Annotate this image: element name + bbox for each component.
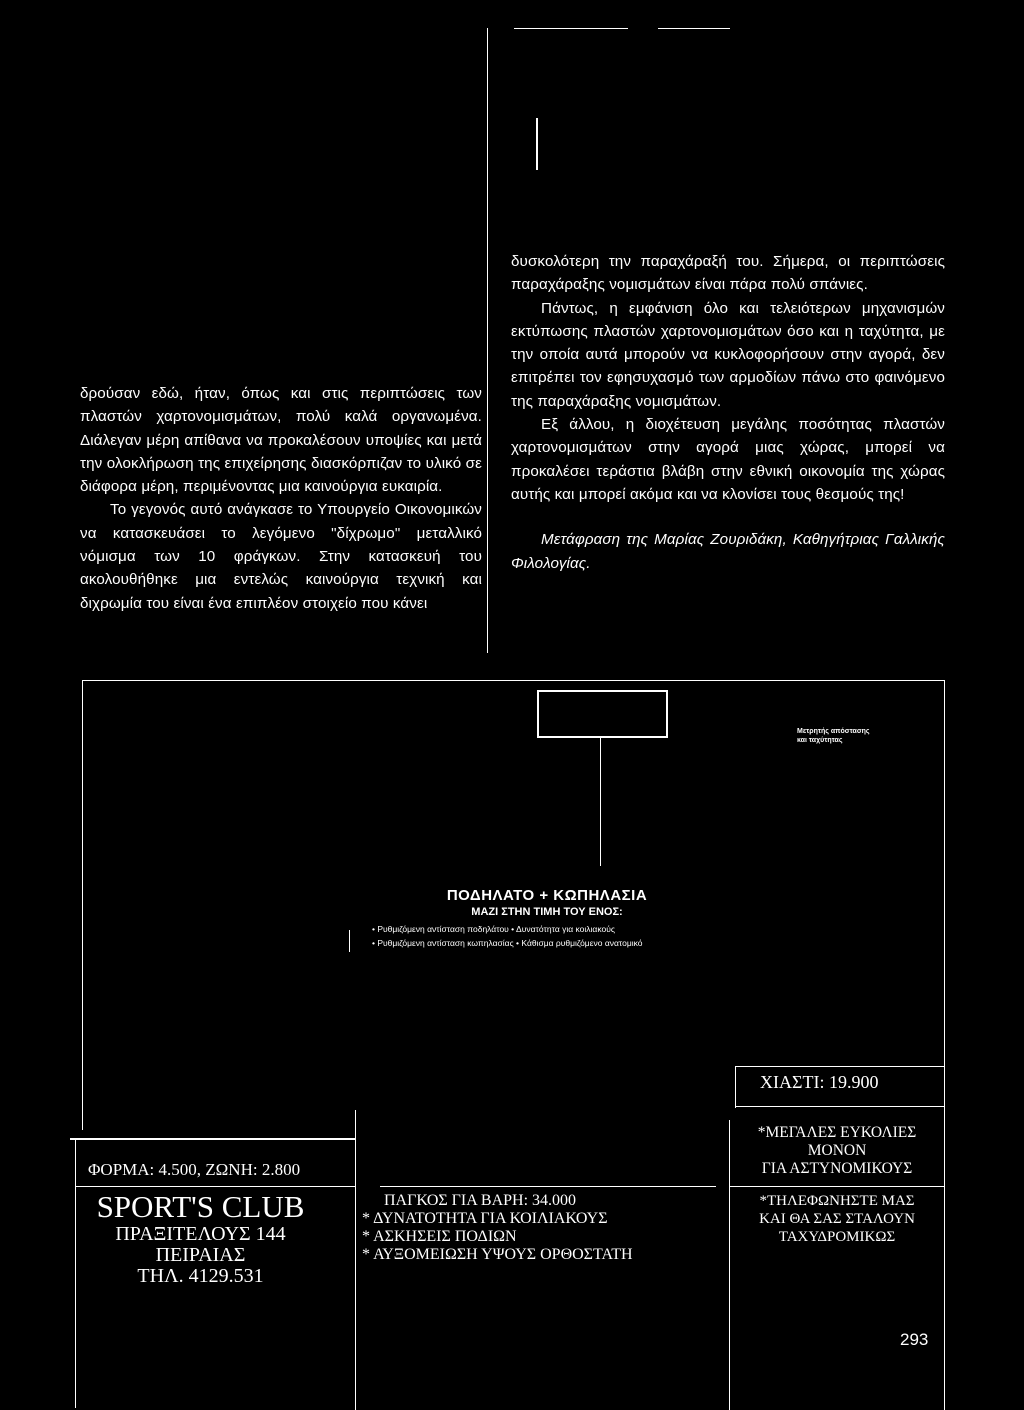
contact-line-2: ΚΑΙ ΘΑ ΣΑΣ ΣΤΑΛΟΥΝ xyxy=(759,1211,915,1227)
right-box-right-line xyxy=(944,1120,945,1410)
bench-feature-1: * ΔΥΝΑΤΟΤΗΤΑ ΓΙΑ ΚΟΙΛΙΑΚΟΥΣ xyxy=(362,1210,608,1227)
mid-box-rule xyxy=(380,1186,716,1187)
chiasti-top-line xyxy=(735,1066,945,1067)
meter-label-line2: και ταχύτητας xyxy=(797,737,843,744)
promo-line-3: ΓΙΑ ΑΣΤΥΝΟΜΙΚΟΥΣ xyxy=(761,1160,913,1177)
left-paragraph-1: δρούσαν εδώ, ήταν, όπως και στις περιπτώσεις των πλαστών χαρτονομισμάτων, πολύ καλά οργανωμένα. Διάλεγαν μέρη απίθανα να προκαλέσουν υποψίες και μετά την ολοκλήρωση της επιχείρησης διασκόρπιζαν το υλικό σε διάφορα μέρη, περιμένοντας μια καινούργια ευκαιρία. xyxy=(80,385,482,496)
promo-line-1: *ΜΕΓΑΛΕΣ ΕΥΚΟΛΙΕΣ xyxy=(757,1124,917,1141)
column-divider-top xyxy=(487,28,488,653)
promo-line-2: ΜΟΝΟΝ xyxy=(807,1142,867,1159)
contact-line-3: ΤΑΧΥΔΡΟΜΙΚΩΣ xyxy=(778,1229,896,1245)
club-block xyxy=(88,1190,313,1287)
right-box-mid-line xyxy=(729,1186,945,1187)
left-column xyxy=(80,382,482,615)
contact-line-1: *ΤΗΛΕΦΩΝΗΣΤΕ ΜΑΣ xyxy=(759,1193,915,1209)
left-box-top-line xyxy=(70,1138,355,1140)
meter-label xyxy=(797,727,870,745)
right-box-left-line xyxy=(729,1120,730,1410)
promo-block xyxy=(731,1124,943,1178)
ad-right-border xyxy=(944,680,945,1130)
top-rule-2 xyxy=(658,28,730,29)
ad-center-line xyxy=(600,736,601,866)
club-address1: ΠΡΑΞΙΤΕΛΟΥΣ 144 xyxy=(115,1223,286,1245)
left-paragraph-2: Το γεγονός αυτό ανάγκασε το Υπουργείο Οικονομικών να κατασκευάσει το λεγόμενο "δίχρωμο" μεταλλικό νόμισμα των 10 φράγκων. Στην κατασκευή του ακολουθήθηκε μια εντελώς καινούργια τεχνική και διχρωμία του είναι ένα επιπλέον στοιχείο που κάνει xyxy=(80,501,482,612)
right-column xyxy=(511,250,945,575)
ad-inner-left-line xyxy=(349,930,350,952)
club-phone: ΤΗΛ. 4129.531 xyxy=(137,1265,264,1287)
right-paragraph-1: δυσκολότερη την παραχάραξή του. Σήμερα, οι περιπτώσεις παραχάραξης νομισμάτων είναι πάρα πολύ σπάνιες. xyxy=(511,253,945,294)
right-paragraph-2: Πάντως, η εμφάνιση όλο και τελειότερων μηχανισμών εκτύπωσης πλαστών χαρτονομισμάτων όσο και η ταχύτητα, με την οποία αυτά μπορούν να κυκλοφορήσουν στην αγορά, δεν επιτρέπει τον εφησυχασμό των αρμοδίων πάνω στο φαινόμενο της παραχάραξης νομισμάτων. xyxy=(511,299,945,410)
ad-small-box xyxy=(537,690,668,738)
contact-block xyxy=(731,1192,943,1246)
right-paragraph-3: Εξ άλλου, η διοχέτευση μεγάλης ποσότητας πλαστών χαρτονομισμάτων στην αγορά μιας χώρας, μπορεί να προκαλέσει τεράστια βλάβη στην εθνική οικονομία της χώρας αυτής και μπορεί ακόμα και να κλονίσει τους θεσμούς της! xyxy=(511,416,945,503)
forma-price: ΦΟΡΜΑ: 4.500, ΖΩΝΗ: 2.800 xyxy=(88,1160,301,1179)
ad-subheadline: ΜΑΖΙ ΣΤΗΝ ΤΙΜΗ ΤΟΥ ΕΝΟΣ: xyxy=(471,906,623,918)
top-mark xyxy=(536,118,538,170)
club-address2: ΠΕΙΡΑΙΑΣ xyxy=(155,1244,246,1266)
ad-features-line2: • Ρυθμιζόμενη αντίσταση κωπηλασίας • Κάθισμα ρυθμιζόμενο ανατομικό xyxy=(372,938,643,948)
ad-headline: ΠΟΔΗΛΑΤΟ + ΚΩΠΗΛΑΣΙΑ xyxy=(446,887,648,904)
bench-block xyxy=(362,1192,633,1264)
meter-label-line1: Μετρητής απόστασης xyxy=(797,728,870,735)
translation-credit: Μετάφραση της Μαρίας Ζουριδάκη, Καθηγήτριας Γαλλικής Φιλολογίας. xyxy=(511,531,945,572)
ad-top-border xyxy=(82,680,945,681)
bench-feature-2: * ΑΣΚΗΣΕΙΣ ΠΟΔΙΩΝ xyxy=(362,1228,517,1245)
ad-left-border xyxy=(82,680,83,1130)
chiasti-bottom-line xyxy=(735,1106,945,1107)
ad-features xyxy=(372,922,643,950)
forma-rule xyxy=(75,1186,355,1187)
chiasti-price: ΧΙΑΣΤΙ: 19.900 xyxy=(760,1072,879,1092)
ad-features-line1: • Ρυθμιζόμενη αντίσταση ποδηλάτου • Δυνατότητα για κοιλιακούς xyxy=(372,924,615,934)
bench-price: ΠΑΓΚΟΣ ΓΙΑ ΒΑΡΗ: 34.000 xyxy=(384,1192,577,1209)
chiasti-left-line xyxy=(735,1066,736,1108)
club-name: SPORT'S CLUB xyxy=(96,1189,305,1224)
left-box-left-line xyxy=(75,1138,76,1408)
top-rule xyxy=(514,28,628,29)
bench-feature-3: * ΑΥΞΟΜΕΙΩΣΗ ΥΨΟΥΣ ΟΡΘΟΣΤΑΤΗ xyxy=(362,1246,633,1263)
ad-headline-block xyxy=(372,887,722,918)
mid-box-left-line xyxy=(355,1110,356,1410)
page-number: 293 xyxy=(900,1330,929,1349)
